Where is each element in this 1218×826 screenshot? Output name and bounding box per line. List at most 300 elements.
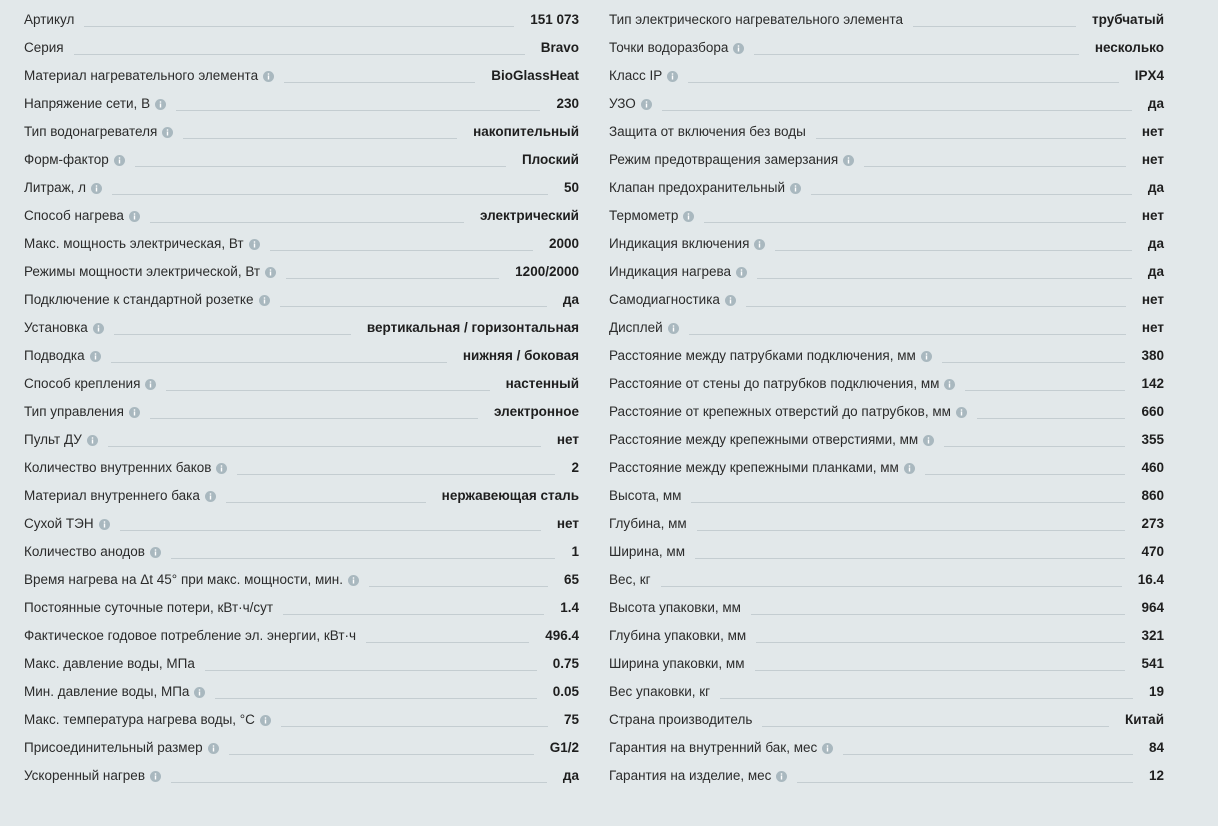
spec-label-wrap	[24, 34, 64, 62]
spec-value: нержавеющая сталь	[441, 488, 579, 503]
leader-line	[114, 334, 351, 335]
info-icon[interactable]	[87, 435, 98, 446]
info-icon[interactable]	[249, 239, 260, 250]
spec-label: Способ крепления	[24, 376, 141, 391]
spec-row	[609, 398, 1164, 426]
spec-value: 273	[1141, 516, 1164, 531]
spec-value: 355	[1141, 432, 1164, 447]
spec-value: 230	[556, 96, 579, 111]
leader-line	[369, 586, 548, 587]
spec-value: 470	[1141, 544, 1164, 559]
spec-value: нет	[1141, 152, 1164, 167]
info-icon[interactable]	[129, 407, 140, 418]
spec-label: Расстояние между патрубками подключения, мм	[609, 348, 916, 363]
leader-line	[284, 82, 475, 83]
info-icon[interactable]	[923, 435, 934, 446]
spec-value: 65	[563, 572, 579, 587]
spec-label-wrap	[24, 6, 74, 34]
spec-row	[609, 454, 1164, 482]
spec-value: вертикальная / горизонтальная	[366, 320, 579, 335]
spec-row	[609, 90, 1164, 118]
spec-row	[609, 118, 1164, 146]
spec-label: Материал внутреннего бака	[24, 488, 200, 503]
spec-value: да	[562, 768, 579, 783]
spec-label: Время нагрева на Δt 45° при макс. мощности, мин.	[24, 572, 344, 587]
info-icon[interactable]	[776, 771, 787, 782]
spec-row	[609, 258, 1164, 286]
leader-line	[237, 474, 555, 475]
leader-line	[751, 614, 1126, 615]
spec-label: Количество внутренних баков	[24, 460, 212, 475]
spec-row	[609, 510, 1164, 538]
spec-value: да	[1147, 180, 1164, 195]
spec-label-wrap	[609, 762, 787, 790]
spec-label-wrap	[24, 734, 219, 762]
spec-value: 75	[563, 712, 579, 727]
info-icon[interactable]	[129, 211, 140, 222]
spec-label: Расстояние от стены до патрубков подключения, мм	[609, 376, 940, 391]
leader-line	[112, 194, 548, 195]
leader-line	[925, 474, 1126, 475]
leader-line	[965, 390, 1125, 391]
info-icon[interactable]	[260, 715, 271, 726]
spec-label-wrap	[609, 398, 967, 426]
spec-row	[609, 734, 1164, 762]
info-icon[interactable]	[90, 351, 101, 362]
info-icon[interactable]	[208, 743, 219, 754]
spec-label-wrap	[24, 258, 276, 286]
info-icon[interactable]	[150, 547, 161, 558]
info-icon[interactable]	[733, 43, 744, 54]
spec-label: Расстояние между крепежными отверстиями, мм	[609, 432, 919, 447]
leader-line	[913, 26, 1076, 27]
spec-row	[24, 202, 579, 230]
spec-value: 19	[1148, 684, 1164, 699]
leader-line	[229, 754, 534, 755]
spec-value: Bravo	[540, 40, 579, 55]
leader-line	[754, 54, 1078, 55]
spec-label: Режим предотвращения замерзания	[609, 152, 839, 167]
info-icon[interactable]	[93, 323, 104, 334]
spec-label-wrap	[609, 202, 694, 230]
spec-label: Глубина упаковки, мм	[609, 628, 747, 643]
spec-row	[609, 678, 1164, 706]
spec-row	[609, 706, 1164, 734]
leader-line	[977, 418, 1126, 419]
spec-label: Гарантия на изделие, мес	[609, 768, 772, 783]
spec-label: Серия	[24, 40, 64, 55]
spec-label: Индикация нагрева	[609, 264, 732, 279]
spec-value: 50	[563, 180, 579, 195]
spec-label: Ширина упаковки, мм	[609, 656, 745, 671]
leader-line	[286, 278, 499, 279]
spec-value: нет	[556, 516, 579, 531]
spec-label-wrap	[609, 622, 746, 650]
leader-line	[150, 222, 464, 223]
spec-label: Расстояние между крепежными планками, мм	[609, 460, 899, 475]
spec-row	[24, 510, 579, 538]
info-icon[interactable]	[263, 71, 274, 82]
leader-line	[843, 754, 1133, 755]
spec-row	[609, 146, 1164, 174]
spec-value: электрический	[480, 208, 579, 223]
leader-line	[176, 110, 540, 111]
spec-row	[24, 6, 579, 34]
leader-line	[942, 362, 1126, 363]
info-icon[interactable]	[843, 155, 854, 166]
spec-label-wrap	[609, 706, 752, 734]
spec-value: нижняя / боковая	[462, 348, 579, 363]
info-icon[interactable]	[956, 407, 967, 418]
spec-label-wrap	[24, 510, 110, 538]
leader-line	[762, 726, 1109, 727]
spec-label-wrap	[609, 482, 681, 510]
spec-label-wrap	[609, 90, 652, 118]
spec-label-wrap	[609, 538, 685, 566]
spec-label-wrap	[24, 706, 271, 734]
spec-label: Клапан предохранительный	[609, 180, 786, 195]
spec-label-wrap	[24, 146, 125, 174]
info-icon[interactable]	[216, 463, 227, 474]
leader-line	[944, 446, 1125, 447]
spec-row	[609, 622, 1164, 650]
specs-column-right	[609, 6, 1164, 790]
spec-label: Присоединительный размер	[24, 740, 203, 755]
leader-line	[120, 530, 541, 531]
spec-value: 541	[1141, 656, 1164, 671]
spec-label: Сухой ТЭН	[24, 516, 94, 531]
spec-label: Артикул	[24, 12, 75, 27]
spec-label-wrap	[609, 734, 833, 762]
spec-value: 1	[571, 544, 579, 559]
spec-label: Точки водоразбора	[609, 40, 729, 55]
spec-row	[24, 342, 579, 370]
spec-label-wrap	[609, 566, 651, 594]
spec-label: Термометр	[609, 208, 679, 223]
spec-row	[609, 174, 1164, 202]
info-icon[interactable]	[904, 463, 915, 474]
spec-label: Подводка	[24, 348, 85, 363]
leader-line	[691, 502, 1125, 503]
info-icon[interactable]	[205, 491, 216, 502]
spec-row	[24, 62, 579, 90]
leader-line	[171, 782, 547, 783]
spec-value: 1.4	[560, 600, 579, 615]
spec-row	[609, 650, 1164, 678]
spec-value: 496.4	[545, 628, 579, 643]
info-icon[interactable]	[114, 155, 125, 166]
spec-label-wrap	[609, 342, 932, 370]
spec-label-wrap	[24, 454, 227, 482]
spec-label-wrap	[24, 678, 205, 706]
spec-value: нет	[556, 432, 579, 447]
spec-label-wrap	[24, 762, 161, 790]
spec-label: Постоянные суточные потери, кВт·ч/сут	[24, 600, 274, 615]
spec-value: несколько	[1094, 40, 1164, 55]
spec-value: да	[1147, 264, 1164, 279]
spec-label: Гарантия на внутренний бак, мес	[609, 740, 818, 755]
leader-line	[775, 250, 1132, 251]
leader-line	[757, 278, 1132, 279]
leader-line	[746, 306, 1126, 307]
spec-row	[24, 146, 579, 174]
spec-row	[24, 482, 579, 510]
spec-label: Высота, мм	[609, 488, 682, 503]
spec-label-wrap	[24, 426, 98, 454]
info-icon[interactable]	[162, 127, 173, 138]
spec-row	[609, 342, 1164, 370]
spec-label: Литраж, л	[24, 180, 87, 195]
info-icon[interactable]	[736, 267, 747, 278]
leader-line	[283, 614, 544, 615]
spec-label-wrap	[609, 650, 745, 678]
spec-value: настенный	[505, 376, 579, 391]
spec-row	[24, 230, 579, 258]
info-icon[interactable]	[150, 771, 161, 782]
spec-label-wrap	[24, 118, 173, 146]
info-icon[interactable]	[259, 295, 270, 306]
spec-label-wrap	[24, 566, 359, 594]
info-icon[interactable]	[641, 99, 652, 110]
spec-label: Напряжение сети, В	[24, 96, 151, 111]
spec-row	[609, 230, 1164, 258]
spec-row	[24, 594, 579, 622]
info-icon[interactable]	[667, 71, 678, 82]
spec-label-wrap	[609, 594, 741, 622]
spec-label: Вес, кг	[609, 572, 651, 587]
spec-row	[24, 622, 579, 650]
spec-row	[24, 398, 579, 426]
spec-label-wrap	[609, 146, 854, 174]
spec-row	[24, 314, 579, 342]
info-icon[interactable]	[194, 687, 205, 698]
spec-label-wrap	[24, 90, 166, 118]
leader-line	[270, 250, 533, 251]
spec-label-wrap	[609, 370, 955, 398]
spec-label-wrap	[609, 174, 801, 202]
spec-value: да	[562, 292, 579, 307]
leader-line	[108, 446, 541, 447]
spec-label-wrap	[609, 426, 934, 454]
spec-label: Количество анодов	[24, 544, 145, 559]
spec-value: 860	[1141, 488, 1164, 503]
spec-label: Самодиагностика	[609, 292, 720, 307]
specs-column-left	[24, 6, 579, 790]
spec-row	[609, 538, 1164, 566]
leader-line	[864, 166, 1126, 167]
spec-row	[609, 482, 1164, 510]
spec-row	[24, 258, 579, 286]
spec-label: Тип электрического нагревательного элемента	[609, 12, 904, 27]
spec-label: Вес упаковки, кг	[609, 684, 711, 699]
spec-label: Макс. температура нагрева воды, °С	[24, 712, 255, 727]
info-icon[interactable]	[944, 379, 955, 390]
spec-row	[24, 706, 579, 734]
spec-label: Дисплей	[609, 320, 663, 335]
spec-label: Мин. давление воды, МПа	[24, 684, 190, 699]
leader-line	[688, 82, 1118, 83]
leader-line	[695, 558, 1125, 559]
spec-row	[609, 426, 1164, 454]
leader-line	[215, 698, 536, 699]
spec-label-wrap	[24, 314, 104, 342]
spec-label: Макс. давление воды, МПа	[24, 656, 195, 671]
spec-label: Индикация включения	[609, 236, 750, 251]
spec-value: BioGlassHeat	[491, 68, 579, 83]
spec-label: Макс. мощность электрическая, Вт	[24, 236, 244, 251]
spec-value: нет	[1141, 124, 1164, 139]
info-icon[interactable]	[668, 323, 679, 334]
spec-row	[24, 34, 579, 62]
info-icon[interactable]	[99, 519, 110, 530]
leader-line	[661, 586, 1122, 587]
spec-label: Установка	[24, 320, 88, 335]
spec-value: IPX4	[1134, 68, 1164, 83]
spec-value: 84	[1148, 740, 1164, 755]
leader-line	[816, 138, 1126, 139]
spec-value: да	[1147, 96, 1164, 111]
spec-label: Страна производитель	[609, 712, 753, 727]
spec-row	[609, 762, 1164, 790]
spec-value: 1200/2000	[515, 264, 579, 279]
info-icon[interactable]	[91, 183, 102, 194]
spec-row	[609, 34, 1164, 62]
spec-label: Пульт ДУ	[24, 432, 82, 447]
leader-line	[662, 110, 1132, 111]
spec-label-wrap	[24, 342, 101, 370]
leader-line	[150, 418, 478, 419]
leader-line	[111, 362, 447, 363]
spec-row	[24, 174, 579, 202]
spec-label-wrap	[609, 314, 679, 342]
spec-value: 2	[571, 460, 579, 475]
spec-label-wrap	[609, 258, 747, 286]
spec-label-wrap	[24, 286, 270, 314]
spec-row	[609, 6, 1164, 34]
info-icon[interactable]	[265, 267, 276, 278]
leader-line	[281, 726, 548, 727]
spec-value: нет	[1141, 320, 1164, 335]
spec-value: 16.4	[1137, 572, 1164, 587]
leader-line	[756, 642, 1125, 643]
spec-row	[24, 286, 579, 314]
spec-value: Китай	[1125, 712, 1164, 727]
spec-row	[609, 314, 1164, 342]
spec-label-wrap	[609, 454, 915, 482]
info-icon[interactable]	[754, 239, 765, 250]
spec-label-wrap	[609, 678, 710, 706]
spec-row	[24, 118, 579, 146]
specifications-table	[24, 6, 1164, 790]
spec-value: 0.05	[552, 684, 579, 699]
spec-label: Подключение к стандартной розетке	[24, 292, 254, 307]
spec-label-wrap	[609, 286, 736, 314]
spec-value: трубчатый	[1092, 12, 1164, 27]
spec-row	[609, 594, 1164, 622]
spec-label-wrap	[24, 174, 102, 202]
leader-line	[720, 698, 1133, 699]
leader-line	[166, 390, 489, 391]
leader-line	[704, 222, 1126, 223]
spec-row	[24, 734, 579, 762]
info-icon[interactable]	[683, 211, 694, 222]
leader-line	[689, 334, 1126, 335]
leader-line	[366, 642, 529, 643]
spec-label-wrap	[24, 370, 156, 398]
leader-line	[205, 670, 537, 671]
spec-label-wrap	[24, 398, 140, 426]
spec-row	[609, 370, 1164, 398]
info-icon[interactable]	[822, 743, 833, 754]
info-icon[interactable]	[145, 379, 156, 390]
spec-label-wrap	[24, 594, 273, 622]
spec-value: 964	[1141, 600, 1164, 615]
spec-value: 142	[1141, 376, 1164, 391]
spec-label-wrap	[24, 230, 260, 258]
leader-line	[183, 138, 457, 139]
info-icon[interactable]	[921, 351, 932, 362]
spec-value: 2000	[548, 236, 579, 251]
spec-label: Тип водонагревателя	[24, 124, 158, 139]
spec-row	[24, 426, 579, 454]
leader-line	[755, 670, 1126, 671]
info-icon[interactable]	[790, 183, 801, 194]
spec-value: электронное	[494, 404, 579, 419]
spec-label: Режимы мощности электрической, Вт	[24, 264, 261, 279]
spec-value: 321	[1141, 628, 1164, 643]
leader-line	[226, 502, 426, 503]
spec-row	[609, 202, 1164, 230]
spec-label: Класс IP	[609, 68, 663, 83]
info-icon[interactable]	[155, 99, 166, 110]
info-icon[interactable]	[348, 575, 359, 586]
spec-value: 12	[1148, 768, 1164, 783]
spec-label-wrap	[24, 538, 161, 566]
spec-label-wrap	[609, 62, 678, 90]
spec-row	[24, 650, 579, 678]
spec-label: УЗО	[609, 96, 636, 111]
spec-row	[609, 566, 1164, 594]
spec-label: Ширина, мм	[609, 544, 685, 559]
spec-value: Плоский	[521, 152, 579, 167]
spec-value: да	[1147, 236, 1164, 251]
spec-label-wrap	[609, 118, 806, 146]
spec-row	[24, 762, 579, 790]
leader-line	[135, 166, 506, 167]
spec-value: 151 073	[530, 12, 579, 27]
spec-label: Глубина, мм	[609, 516, 687, 531]
leader-line	[280, 306, 547, 307]
spec-label: Ускоренный нагрев	[24, 768, 145, 783]
leader-line	[74, 54, 525, 55]
spec-label: Защита от включения без воды	[609, 124, 806, 139]
spec-label: Тип управления	[24, 404, 124, 419]
spec-row	[609, 286, 1164, 314]
spec-row	[24, 454, 579, 482]
leader-line	[797, 782, 1133, 783]
spec-value: 460	[1141, 460, 1164, 475]
spec-label-wrap	[609, 510, 687, 538]
info-icon[interactable]	[725, 295, 736, 306]
spec-row	[24, 370, 579, 398]
spec-row	[24, 678, 579, 706]
leader-line	[84, 26, 514, 27]
spec-label-wrap	[24, 62, 274, 90]
spec-row	[24, 538, 579, 566]
spec-value: 380	[1141, 348, 1164, 363]
spec-value: нет	[1141, 208, 1164, 223]
spec-label: Расстояние от крепежных отверстий до патрубков, мм	[609, 404, 951, 419]
